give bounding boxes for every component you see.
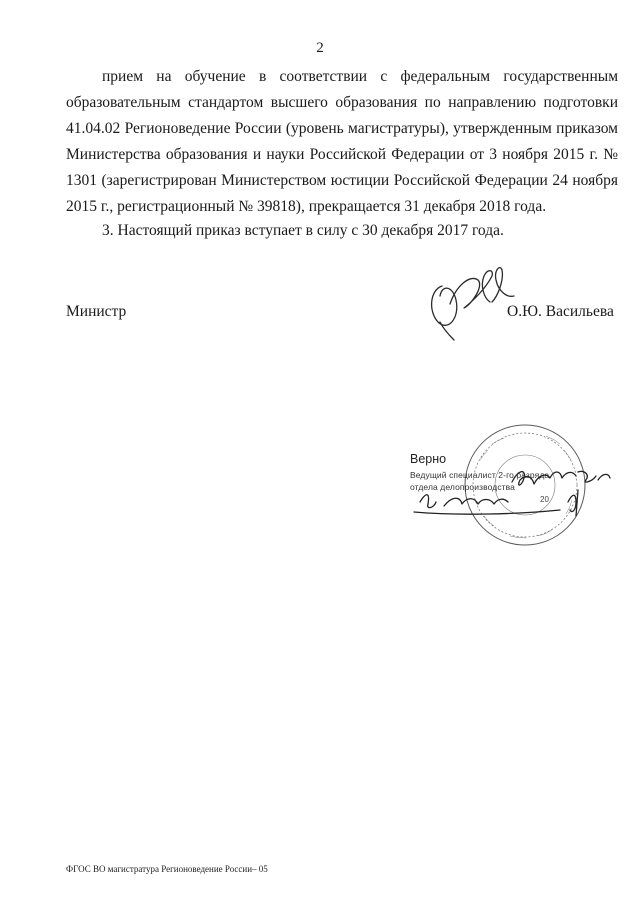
- certification-stamp: [400, 420, 620, 550]
- stamp-handwriting: [400, 420, 620, 550]
- paragraph-termination: прием на обучение в соответствии с федеральным государственным образовательным стандартом высшего образования по направлению подготовки 41.04.02 Регионоведение России (уровень магистратуры), утвержденным приказом Министерства образования и науки Российской Федерации от 3 ноября 2015 г. № 1301 (зарегистрирован Министерством юстиции Российской Федерации 24 ноября 2015 г., регистрационный № 39818), прекращается 31 декабря 2018 года.: [66, 68, 618, 215]
- signatory-title: Министр: [66, 303, 127, 320]
- stamp-position-line-2: отдела делопроизводства: [410, 482, 516, 492]
- verno-label: Верно: [410, 452, 447, 466]
- paragraph-effective-date: 3. Настоящий приказ вступает в силу с 30 декабря 2017 года.: [102, 222, 504, 239]
- stamp-position-line-1: Ведущий специалист 2-го разряда: [410, 470, 550, 480]
- footer-document-code: ФГОС ВО магистратура Регионоведение России– 05: [66, 864, 268, 874]
- minister-signature: [420, 256, 520, 346]
- svg-text:20: 20: [540, 495, 549, 504]
- signatory-name: О.Ю. Васильева: [507, 303, 614, 320]
- page-number: 2: [316, 40, 324, 56]
